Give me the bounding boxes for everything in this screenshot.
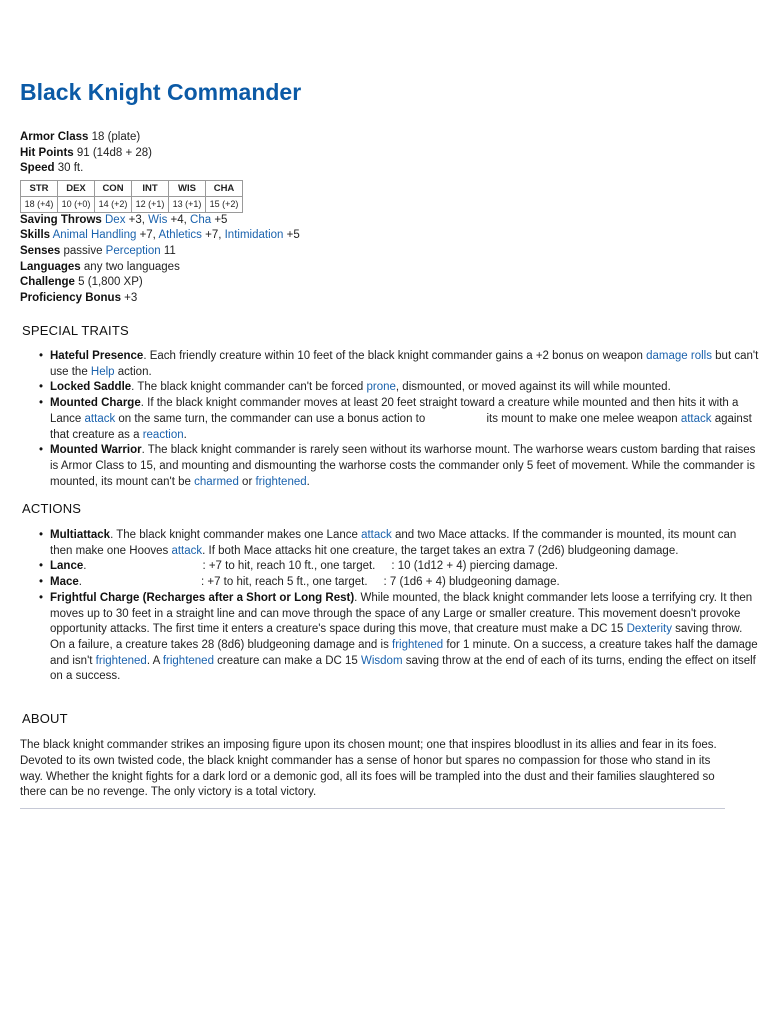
hit-points-value: 91 (14d8 + 28) (73, 146, 152, 159)
ability-header: CON (95, 180, 132, 196)
actions-list (20, 528, 760, 685)
intimidation-link[interactable]: Intimidation (224, 229, 284, 242)
attack-link[interactable]: attack (680, 412, 712, 425)
athletics-link[interactable]: Athletics (158, 229, 202, 242)
trait-mounted-charge (50, 396, 760, 443)
trait-text: on the same turn, the commander can use a bonus action to (115, 412, 429, 425)
senses-value: 11 (160, 244, 176, 257)
trait-text: . (306, 475, 310, 488)
help-link[interactable]: Help (90, 365, 115, 378)
trait-hateful-presence (50, 349, 760, 380)
action-text: . If both Mace attacks hit one creature, the target takes an extra 7 (2d6) bludgeoning damage. (202, 544, 679, 557)
divider (20, 808, 725, 809)
trait-text: . The black knight commander can't be forced (131, 381, 367, 394)
ability-header: INT (132, 180, 169, 196)
frightened-link[interactable]: frightened (255, 475, 307, 488)
saving-throws-line (20, 213, 740, 229)
skills-line (20, 228, 740, 244)
trait-name: Mounted Charge (50, 397, 141, 410)
wis-save-value: +4, (167, 213, 191, 226)
challenge-value: 5 (1,800 XP) (74, 276, 143, 289)
action-text: . While mounted, the black knight commander lets loose a terrifying cry. It then moves up to 30 feet in a straight line and can move through the space of any Large or smaller creature. This movement doesn't provoke opportunity attacks. The first time it enters a creature's space during this move, that creature must make a DC 15 (50, 591, 753, 636)
languages-line (20, 260, 740, 276)
armor-class-value: 18 (plate) (88, 131, 141, 143)
trait-text: . Each friendly creature within 10 feet of the black knight commander gains a +2 bonus on weapon (143, 350, 647, 362)
speed-line (20, 161, 740, 177)
action-name: Mace (50, 576, 79, 589)
action-name: Multiattack (50, 529, 111, 541)
trait-text: action. (114, 365, 152, 378)
speed-value: 30 ft. (54, 162, 84, 175)
hit-points-line (20, 146, 740, 162)
frightened-link[interactable]: frightened (392, 638, 444, 651)
wisdom-link[interactable]: Wisdom (361, 654, 403, 667)
action-frightful-charge (50, 591, 760, 685)
action-mace (50, 575, 760, 591)
trait-text: against that creature as a (50, 412, 752, 441)
armor-class-line (20, 130, 740, 146)
trait-text: . (183, 428, 187, 441)
ability-scores-table (20, 180, 243, 213)
action-text: : +7 to hit, reach 5 ft., one target. (200, 576, 368, 589)
action-name: Lance (50, 560, 84, 573)
ability-value-row (21, 196, 243, 212)
challenge-label: Challenge (20, 276, 75, 289)
trait-name: Mounted Warrior (50, 444, 142, 457)
reaction-link[interactable]: reaction (142, 428, 184, 441)
cha-save-value: +5 (211, 213, 228, 226)
frightened-link[interactable]: frightened (95, 654, 147, 667)
saving-throws-label: Saving Throws (20, 213, 102, 226)
action-name: Frightful Charge (Recharges after a Short or Long Rest) (50, 591, 355, 604)
action-multiattack (50, 528, 760, 559)
senses-text: passive (60, 244, 106, 257)
dex-link[interactable]: Dex (105, 213, 126, 226)
action-text: : +7 to hit, reach 10 ft., one target. (202, 560, 376, 573)
ability-value: 13 (+1) (169, 196, 206, 212)
action-text: saving throw at the end of each of its turns, ending the effect on itself on a success. (50, 654, 756, 683)
core-stats (20, 130, 740, 306)
action-text: . A (146, 654, 163, 667)
trait-locked-saddle (50, 380, 760, 396)
action-text: . The black knight commander makes one Lance (110, 529, 362, 541)
ability-header: WIS (169, 180, 206, 196)
perception-link[interactable]: Perception (105, 244, 161, 257)
actions-heading: ACTIONS (22, 501, 82, 516)
ability-value: 12 (+1) (132, 196, 169, 212)
languages-label: Languages (20, 260, 81, 273)
languages-value: any two languages (80, 260, 180, 273)
trait-text: . The black knight commander is rarely seen without its warhorse mount. The warhorse wears custom barding that raises is Armor Class to 15, and mounting and dismounting the warhorse costs the commander only 5 feet of movement. While the commander is mounted, its mount can't be (50, 444, 756, 488)
skill-value: +7, (201, 229, 225, 242)
trait-text: but can't use the (50, 350, 759, 378)
armor-class-label: Armor Class (20, 131, 89, 143)
cha-link[interactable]: Cha (190, 213, 212, 226)
ability-header: CHA (206, 180, 243, 196)
dexterity-link[interactable]: Dexterity (626, 623, 672, 636)
proficiency-line (20, 291, 740, 307)
hit-points-label: Hit Points (20, 146, 74, 159)
ability-header-row (21, 180, 243, 196)
animal-handling-link[interactable]: Animal Handling (52, 229, 137, 242)
trait-mounted-warrior (50, 443, 760, 490)
special-traits-heading: SPECIAL TRAITS (22, 323, 129, 338)
prone-link[interactable]: prone (366, 381, 396, 394)
senses-line (20, 244, 740, 260)
ability-header: DEX (58, 180, 95, 196)
speed-label: Speed (20, 162, 55, 175)
charmed-link[interactable]: charmed (194, 475, 239, 488)
action-text: : 7 (1d6 + 4) bludgeoning damage. (383, 576, 560, 589)
action-lance (50, 559, 760, 575)
ability-value: 10 (+0) (58, 196, 95, 212)
trait-text: , dismounted, or moved against its will while mounted. (395, 381, 671, 394)
damage-rolls-link[interactable]: damage rolls (646, 350, 712, 362)
trait-name: Locked Saddle (50, 381, 132, 394)
challenge-line (20, 275, 740, 291)
wis-link[interactable]: Wis (148, 213, 168, 226)
dex-save-value: +3, (125, 213, 149, 226)
ability-header: STR (21, 180, 58, 196)
attack-link[interactable]: attack (171, 544, 203, 557)
skill-value: +7, (136, 229, 159, 242)
action-text: and two Mace attacks. If the commander is mounted, its mount can then make one Hooves (50, 529, 737, 557)
attack-link[interactable]: attack (361, 529, 392, 541)
action-text: . (78, 576, 82, 589)
attack-link[interactable]: attack (84, 412, 116, 425)
trait-name: Hateful Presence (50, 350, 144, 362)
ability-value: 14 (+2) (95, 196, 132, 212)
proficiency-value: +3 (120, 291, 138, 304)
action-text: . (83, 560, 87, 573)
skills-label: Skills (20, 229, 51, 242)
frightened-link[interactable]: frightened (162, 654, 214, 667)
skill-value: +5 (283, 229, 300, 242)
about-text: The black knight commander strikes an imposing figure upon its chosen mount; one that inspires bloodlust in its allies and fear in its foes. Devoted to its own twisted code, the black knight commander has a sense of honor but spares no compassion for those who stand in its way. Whether the knight fights for a dark lord or a demonic god, all its foes will be trampled into the dust and their families slaughtered so there can be no revenge. The only victory is a total victory. (20, 739, 717, 799)
proficiency-label: Proficiency Bonus (20, 291, 121, 304)
ability-value: 15 (+2) (206, 196, 243, 212)
trait-text: its mount to make one melee weapon (486, 412, 681, 425)
action-text: saving throw. On a failure, a creature takes 28 (8d6) bludgeoning damage and is (50, 623, 743, 651)
trait-text: or (238, 475, 256, 488)
ability-value: 18 (+4) (21, 196, 58, 212)
trait-text: . If the black knight commander moves at least 20 feet straight toward a creature while mounted and then hits it with a Lance (50, 397, 739, 425)
action-text: : 10 (1d12 + 4) piercing damage. (391, 560, 558, 573)
senses-label: Senses (20, 244, 61, 257)
about-heading: ABOUT (22, 711, 68, 726)
special-traits-list (20, 349, 760, 490)
action-text: creature can make a DC 15 (213, 654, 361, 667)
action-text: for 1 minute. On a success, a creature takes half the damage and isn't (50, 638, 758, 667)
page-title: Black Knight Commander (20, 79, 302, 105)
